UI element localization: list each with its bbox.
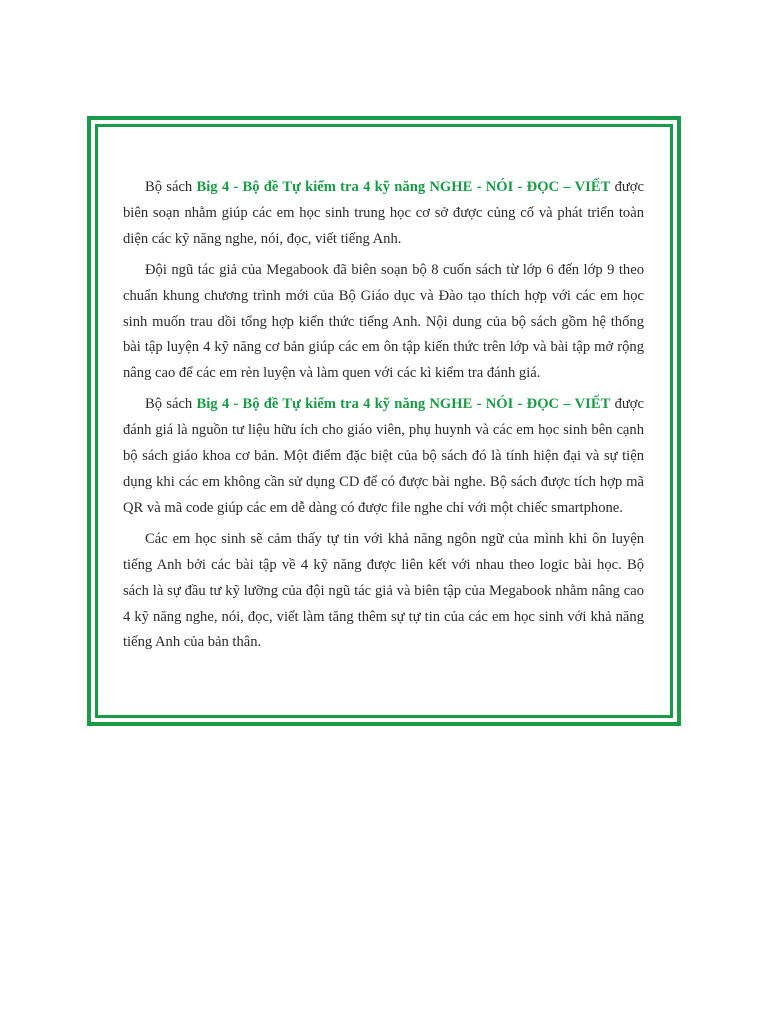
book-title-highlight: Big 4 - Bộ đề Tự kiểm tra 4 kỹ năng NGHE - NÓI - ĐỌC – VIẾT — [196, 396, 611, 413]
document-body — [123, 175, 644, 661]
paragraph-authors: Đội ngũ tác giả của Megabook đã biên soạn bộ 8 cuốn sách từ lớp 6 đến lớp 9 theo chuẩn khung chương trình mới của Bộ Giáo dục và Đào tạo thích hợp với các em học sinh muốn trau dồi tổng hợp kiến thức tiếng Anh. Nội dung của bộ sách gồm hệ thống bài tập luyện 4 kỹ năng cơ bản giúp các em ôn tập kiến thức trên lớp và bài tập mở rộng nâng cao để các em rèn luyện và làm quen với các kì kiểm tra đánh giá. — [123, 261, 644, 382]
paragraph-evaluation — [123, 392, 644, 522]
paragraph-intro — [123, 175, 644, 253]
book-title-highlight: Big 4 - Bộ đề Tự kiểm tra 4 kỹ năng NGHE - NÓI - ĐỌC – VIẾT — [196, 179, 611, 195]
paragraph-lead: Bộ sách — [145, 179, 197, 195]
paragraph-confidence: Các em học sinh sẽ cảm thấy tự tin với khả năng ngôn ngữ của mình khi ôn luyện tiếng Anh bởi các bài tập về 4 kỹ năng được liên kết với nhau theo logic bài học. Bộ sách là sự đầu tư kỹ lưỡng của đội ngũ tác giả và biên tập của Megabook nhằm nâng cao 4 kỹ năng nghe, nói, đọc, viết làm tăng thêm sự tự tin của các em học sinh với khả năng tiếng Anh của bản thân. — [123, 530, 644, 651]
paragraph-lead: Bộ sách — [145, 396, 197, 413]
paragraph-rest: được đánh giá là nguồn tư liệu hữu ích cho giáo viên, phụ huynh và các em học sinh bên cạnh bộ sách giáo khoa cơ bản. Một điểm đặc biệt của bộ sách đó là tính hiện đại và sự tiện dụng khi các em không cần sử dụng CD để có được bài nghe. Bộ sách được tích hợp mã QR và mã code giúp các em dễ dàng có được file nghe chỉ với một chiếc smartphone. — [123, 396, 644, 516]
paragraph-rest: được biên soạn nhằm giúp các em học sinh trung học cơ sở được củng cố và phát triển toàn diện các kỹ năng nghe, nói, đọc, viết tiếng Anh. — [123, 179, 644, 247]
